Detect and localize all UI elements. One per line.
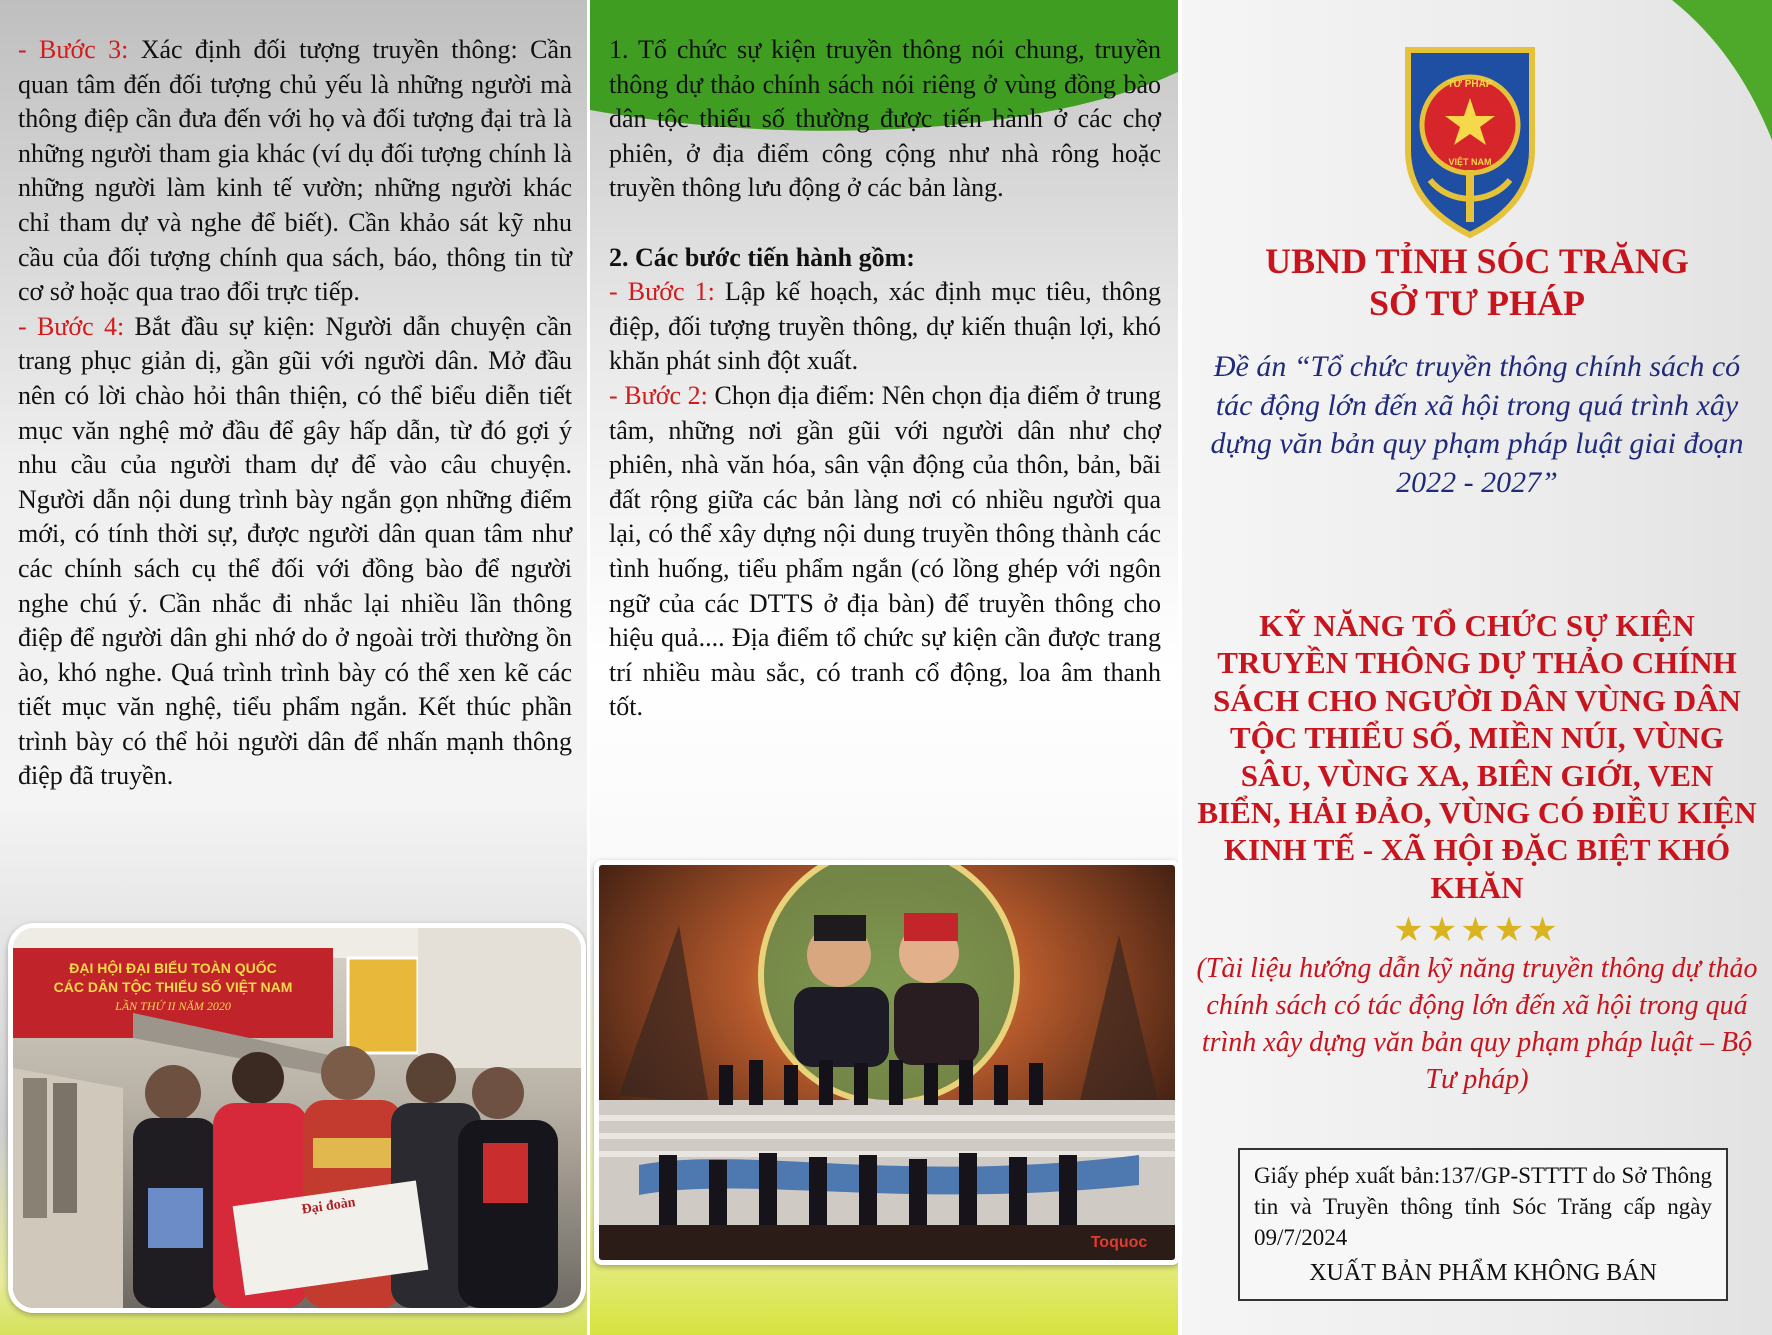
intro-paragraph: 1. Tổ chức sự kiện truyền thông nói chung, truyền thông dự thảo chính sách nói riêng ở vùng đồng bào dân tộc thiểu số thường được tiến hành ở các chợ phiên, ở địa điểm công cộng như nhà rông hoặc truyền thông lưu động ở các bản làng. [609,35,1161,203]
step2-label: - Bước 2: [609,380,708,410]
panel-left [0,0,590,1335]
panel-cover [1182,0,1772,1335]
step1-label: - Bước 1: [609,277,715,307]
spacer [609,206,1161,241]
step4-paragraph [18,310,572,794]
photo-newspaper-masthead: Đại đoàn [300,1195,357,1218]
panel2-text [609,33,1161,725]
photo-banner-line1: ĐẠI HỘI ĐẠI BIỂU TOÀN QUỐC [69,960,277,976]
step1-paragraph [609,275,1161,379]
org-line1: UBND TỈNH SÓC TRĂNG [1265,241,1689,281]
document-subtitle: (Tài liệu hướng dẫn kỹ năng truyền thông dự thảo chính sách có tác động lớn đến xã hội trong quá trình xây dựng văn bản quy phạm pháp luật – Bộ Tư pháp) [1196,953,1758,1095]
green-corner-decoration [1642,0,1772,140]
photo-banner-line3: LẦN THỨ II NĂM 2020 [115,999,231,1013]
main-title: KỸ NĂNG TỔ CHỨC SỰ KIỆN TRUYỀN THÔNG DỰ THẢO CHÍNH SÁCH CHO NGƯỜI DÂN VÙNG DÂN TỘC THIỂU SỐ, MIỀN NÚI, VÙNG SÂU, VÙNG XA, BIÊN GIỚI, VEN BIỂN, HẢI ĐẢO, VÙNG CÓ ĐIỀU KIỆN KINH TẾ - XÃ HỘI ĐẶC BIỆT KHÓ KHĂN [1197,608,1757,905]
step3-paragraph [18,33,572,310]
photo-banner-line2: CÁC DÂN TỘC THIỂU SỐ VIỆT NAM [53,979,293,995]
step4-label: - Bước 4: [18,311,125,341]
panel-middle [590,0,1182,1335]
step3-label: - Bước 3: [18,35,129,64]
step3-text: Xác định đối tượng truyền thông: Cần quan tâm đến đối tượng chủ yếu là những người mà thông điệp cần đưa đến với họ và đối tượng đại trà là những người tham gia khác (ví dụ đối tượng chính là những người làm kinh tế vườn; những người khác chỉ tham dự và nghe để biết). Cần khảo sát kỹ nhu cầu của đối tượng chính qua sách, báo, thông tin từ cơ sở hoặc qua trao đổi trực tiếp. [18,35,573,307]
photo-watermark: Toquoc [1090,1234,1148,1251]
emblem-bottom-text: VIỆT NAM [1448,157,1492,167]
step4-text: Bắt đầu sự kiện: Người dẫn chuyện cần trang phục giản dị, gần gũi với người dân. Mở đầu nên có lời chào hỏi thân thiện, có thể biểu diễn tiết mục văn nghệ mở đầu để gây hấp dẫn, từ đó gợi ý nhu cầu của người tham dự để vào câu chuyện. Người dẫn nội dung trình bày ngắn gọn những điểm mới, có tính thời sự, được người dân quan tâm như các chính sách cụ thể đối với đồng bào để người nghe chú ý. Cần nhắc đi nhắc lại nhiều lần thông điệp để người dân ghi nhớ do ở ngoài trời thường ồn ào, khó nghe. Quá trình trình bày có thể xen kẽ các tiết mục văn nghệ, tiểu phẩm ngắn. Kết thúc phần trình bày có thể hỏi người dân để nhấn mạnh thông điệp đã truyền. [18,311,573,791]
organization-name [1182,240,1772,324]
license-box [1238,1148,1728,1301]
project-title: Đề án “Tổ chức truyền thông chính sách có tác động lớn đến xã hội trong quá trình xây dựng văn bản quy phạm pháp luật giai đoạn 2022 - 2027” [1210,350,1744,499]
license-text: Giấy phép xuất bản:137/GP-STTTT do Sở Thông tin và Truyền thông tỉnh Sóc Trăng cấp ngày 09/7/2024 [1254,1163,1712,1250]
not-for-sale-label: XUẤT BẢN PHẨM KHÔNG BÁN [1309,1260,1657,1286]
photo-stage-performance [594,860,1180,1265]
emblem-top-text: TƯ PHÁP [1447,79,1493,90]
ministry-of-justice-emblem [1400,40,1540,240]
step2-text: Chọn địa điểm: Nên chọn địa điểm ở trung tâm, những nơi gần gũi với người dân như chợ phiên, nhà văn hóa, sân vận động của thôn, bản, bãi đất rộng giữa các bản làng nơi có nhiều người qua lại, có thể xây dựng nội dung truyền thông thành các tình huống, tiểu phẩm ngắn (có lồng ghép với ngôn ngữ của các DTTS ở địa bàn) để truyền thông cho hiệu quả.... Địa điểm tổ chức sự kiện cần được trang trí nhiều màu sắc, có tranh cổ động, loa âm thanh tốt. [609,380,1162,722]
steps-heading: 2. Các bước tiến hành gồm: [609,242,915,272]
step2-paragraph [609,379,1161,725]
star-divider: ★★★★★ [1393,912,1561,949]
org-line2: SỞ TƯ PHÁP [1368,283,1586,323]
panel1-text [18,33,572,794]
step1-text: Lập kế hoạch, xác định mục tiêu, thông điệp, đối tượng truyền thông, dự kiến thuận lợi, khó khăn phát sinh đột xuất. [609,277,1161,376]
photo-congress-delegates [8,923,586,1313]
